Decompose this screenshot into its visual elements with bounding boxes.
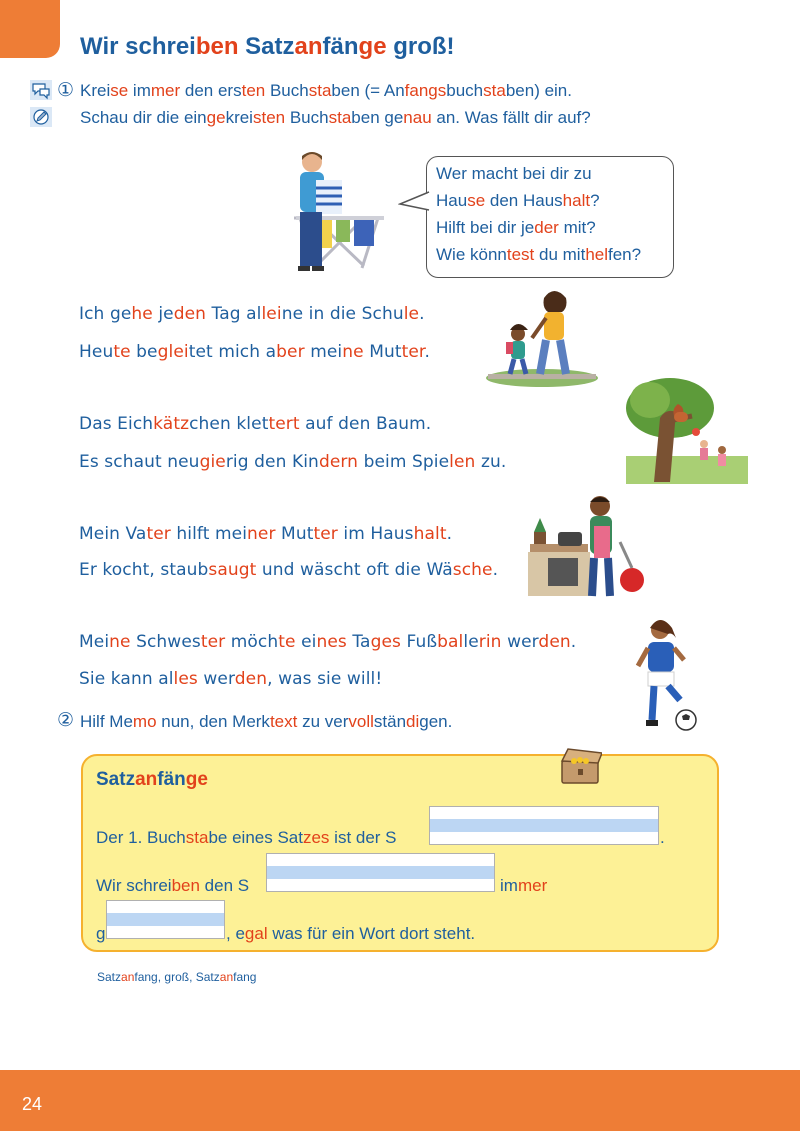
text-segment: Buch <box>285 108 329 127</box>
text-segment: ges <box>370 632 401 652</box>
text-segment: fang <box>233 970 257 984</box>
text-segment: . <box>446 524 453 544</box>
sentence-6 <box>79 560 498 580</box>
text-segment: zu. <box>475 452 507 472</box>
task2-line <box>80 712 452 732</box>
text-segment: . <box>492 560 499 580</box>
text-segment: len <box>449 452 476 472</box>
text-segment: sta <box>483 81 506 100</box>
text-segment: . <box>424 342 430 362</box>
text-segment: den <box>173 304 207 324</box>
page-title <box>80 33 455 61</box>
text-segment: . <box>570 632 577 652</box>
text-segment: ben ge <box>351 108 404 127</box>
text-segment: nun, den Merk <box>156 712 270 731</box>
text-segment: ten <box>241 81 266 100</box>
sentence-8 <box>79 669 382 689</box>
bubble-line-1 <box>436 164 592 184</box>
corner-tab <box>0 0 60 58</box>
text-segment: zu ver <box>297 712 349 731</box>
text-segment: ter <box>200 632 226 652</box>
text-segment: gen. <box>419 712 453 731</box>
text-segment: groß! <box>386 33 455 60</box>
text-segment: du mit <box>534 245 586 264</box>
soccer-girl-illustration <box>628 616 708 736</box>
text-segment: voll <box>348 712 374 731</box>
text-segment: Fuß <box>401 632 438 652</box>
text-segment: zes <box>302 828 330 847</box>
task-number-2: ② <box>57 710 75 731</box>
text-segment: ter <box>146 524 171 544</box>
text-segment: hilft mei <box>170 524 248 544</box>
answer-blank-1[interactable] <box>429 806 659 845</box>
treasure-chest-icon <box>558 745 602 785</box>
bubble-line-3 <box>436 218 596 238</box>
memo-line-2-end <box>500 876 547 896</box>
text-segment: den <box>234 669 268 689</box>
text-segment: le <box>403 304 420 324</box>
speech-bubble-tail <box>398 190 430 214</box>
text-segment: Der 1. Buch <box>96 828 186 847</box>
text-segment: Buch <box>265 81 309 100</box>
text-segment: fang, groß, Satz <box>134 970 220 984</box>
text-segment: , was sie will! <box>267 669 383 689</box>
text-segment: im <box>128 81 151 100</box>
text-segment: ben) ein. <box>505 81 572 100</box>
text-segment: Mut <box>363 342 402 362</box>
text-segment: Wir schrei <box>80 33 196 60</box>
text-segment: den S <box>199 876 250 895</box>
text-segment: mer <box>150 81 181 100</box>
text-segment: ge <box>358 33 387 60</box>
speech-icon <box>30 80 52 100</box>
text-segment: mit? <box>558 218 596 237</box>
text-segment: be <box>130 342 158 362</box>
text-segment: ne <box>342 342 364 362</box>
text-segment: sten <box>252 108 286 127</box>
text-segment: bal <box>437 632 464 652</box>
text-segment: Wir schrei <box>96 876 172 895</box>
memo-line-3-start: g <box>96 924 106 943</box>
text-segment: test <box>506 245 535 264</box>
text-segment: rin <box>478 632 502 652</box>
text-segment: ner <box>247 524 276 544</box>
text-segment: te <box>278 632 296 652</box>
text-segment: ge <box>185 769 208 790</box>
text-segment: le <box>463 632 479 652</box>
page-number: 24 <box>22 1094 43 1114</box>
text-segment: den Haus <box>485 191 563 210</box>
sentence-3 <box>79 414 431 434</box>
answer-blank-2[interactable] <box>266 853 495 892</box>
text-segment: mer <box>517 876 548 895</box>
text-segment: ne in die Schu <box>281 304 404 324</box>
text-segment: gie <box>199 452 226 472</box>
memo-line-1 <box>96 828 397 848</box>
text-segment: saugt <box>208 560 257 580</box>
text-segment: je <box>152 304 174 324</box>
text-segment: fen? <box>608 245 642 264</box>
text-segment: Hilf Me <box>80 712 133 731</box>
memo-title <box>96 769 208 791</box>
cooking-dad-illustration <box>528 492 646 604</box>
text-segment: mo <box>132 712 157 731</box>
text-segment: . <box>419 304 425 324</box>
text-segment: ben (= An <box>331 81 405 100</box>
answer-blank-3[interactable] <box>106 900 225 939</box>
text-segment: hel <box>585 245 608 264</box>
text-segment: ben <box>195 33 239 60</box>
text-segment: se <box>467 191 486 210</box>
text-segment: Schau dir die ein <box>80 108 207 127</box>
task1-line-1 <box>80 81 572 101</box>
text-segment: chen klet <box>189 414 269 434</box>
text-segment: Das Eich <box>79 414 154 434</box>
sentence-7 <box>79 632 576 652</box>
text-segment: Satz <box>238 33 295 60</box>
text-segment: im <box>500 876 518 895</box>
text-segment: Schwes <box>130 632 201 652</box>
text-segment: Hilft bei dir je <box>436 218 535 237</box>
text-segment: gal <box>244 924 268 943</box>
text-segment: Ta <box>346 632 371 652</box>
text-segment: tet mich a <box>188 342 277 362</box>
text-segment: Ich ge <box>79 304 132 324</box>
text-segment: tert <box>268 414 300 434</box>
squirrel-tree-illustration <box>626 378 748 484</box>
text-segment: se <box>110 81 129 100</box>
text-segment: text <box>269 712 298 731</box>
text-segment: Wer macht bei dir zu <box>436 164 592 183</box>
sentence-2 <box>79 342 430 362</box>
text-segment: der <box>534 218 559 237</box>
sentence-4 <box>79 452 506 472</box>
text-segment: fän <box>157 769 186 790</box>
text-segment: wer <box>197 669 235 689</box>
task-number-1: ① <box>57 80 75 101</box>
sentence-1 <box>79 304 425 324</box>
text-segment: kätz <box>153 414 190 434</box>
text-segment: krei <box>225 108 253 127</box>
text-segment: halt <box>562 191 591 210</box>
text-segment: he <box>131 304 153 324</box>
text-segment: te <box>113 342 131 362</box>
text-segment: nau <box>403 108 432 127</box>
bubble-line-4 <box>436 245 641 265</box>
text-segment: di <box>406 712 420 731</box>
text-segment: beim Spie <box>358 452 450 472</box>
text-segment: be eines Sat <box>208 828 303 847</box>
text-segment: fän <box>322 33 359 60</box>
text-segment: buch <box>446 81 484 100</box>
word-hint <box>97 970 256 984</box>
text-segment: auf den Baum. <box>299 414 432 434</box>
text-segment: den ers <box>180 81 242 100</box>
memo-line-2 <box>96 876 249 896</box>
text-segment: Mei <box>79 632 110 652</box>
text-segment: fangs <box>404 81 447 100</box>
text-segment: ber <box>276 342 305 362</box>
text-segment: sta <box>308 81 332 100</box>
text-segment: mei <box>304 342 343 362</box>
text-segment: Es schaut neu <box>79 452 200 472</box>
text-segment: an <box>135 769 158 790</box>
text-segment: , e <box>226 924 245 943</box>
pencil-icon <box>30 107 52 127</box>
text-segment: im Haus <box>337 524 414 544</box>
text-segment: ist der S <box>329 828 397 847</box>
text-segment: lei <box>261 304 282 324</box>
text-segment: Satz <box>97 970 122 984</box>
text-segment: ne <box>109 632 131 652</box>
text-segment: sche <box>452 560 493 580</box>
text-segment: glei <box>157 342 189 362</box>
text-segment: dern <box>318 452 359 472</box>
text-segment: nes <box>316 632 347 652</box>
text-segment: ei <box>295 632 317 652</box>
text-segment: ge <box>206 108 226 127</box>
text-segment: ter <box>401 342 425 362</box>
text-segment: ? <box>590 191 600 210</box>
text-segment: Sie kann al <box>79 669 174 689</box>
text-segment: Satz <box>96 769 136 790</box>
text-segment: Mut <box>275 524 314 544</box>
man-laundry-illustration <box>286 148 392 280</box>
text-segment: an <box>294 33 323 60</box>
text-segment: stän <box>373 712 407 731</box>
text-segment: Tag al <box>206 304 262 324</box>
text-segment: Hau <box>436 191 468 210</box>
text-segment: les <box>173 669 198 689</box>
text-segment: was für ein Wort dort steht. <box>267 924 476 943</box>
memo-line-1-end: . <box>660 828 665 847</box>
text-segment: sta <box>185 828 209 847</box>
text-segment: und wäscht oft die Wä <box>256 560 453 580</box>
text-segment: Er kocht, staub <box>79 560 209 580</box>
mother-child-illustration <box>484 288 600 388</box>
text-segment: Mein Va <box>79 524 147 544</box>
text-segment: ben <box>171 876 200 895</box>
bubble-line-2 <box>436 191 600 211</box>
text-segment: möch <box>225 632 279 652</box>
text-segment: rig den Kin <box>225 452 319 472</box>
text-segment: an <box>219 970 234 984</box>
text-segment: Heu <box>79 342 114 362</box>
text-segment: an <box>121 970 135 984</box>
text-segment: halt <box>413 524 447 544</box>
text-segment: Krei <box>80 81 111 100</box>
sentence-5 <box>79 524 452 544</box>
task1-line-2 <box>80 108 591 128</box>
text-segment: ter <box>313 524 338 544</box>
text-segment: Wie könn <box>436 245 507 264</box>
text-segment: wer <box>501 632 539 652</box>
memo-line-3 <box>226 924 475 944</box>
footer-bar <box>0 1070 800 1131</box>
text-segment: sta <box>328 108 352 127</box>
text-segment: an. Was fällt dir auf? <box>431 108 591 127</box>
text-segment: den <box>538 632 571 652</box>
